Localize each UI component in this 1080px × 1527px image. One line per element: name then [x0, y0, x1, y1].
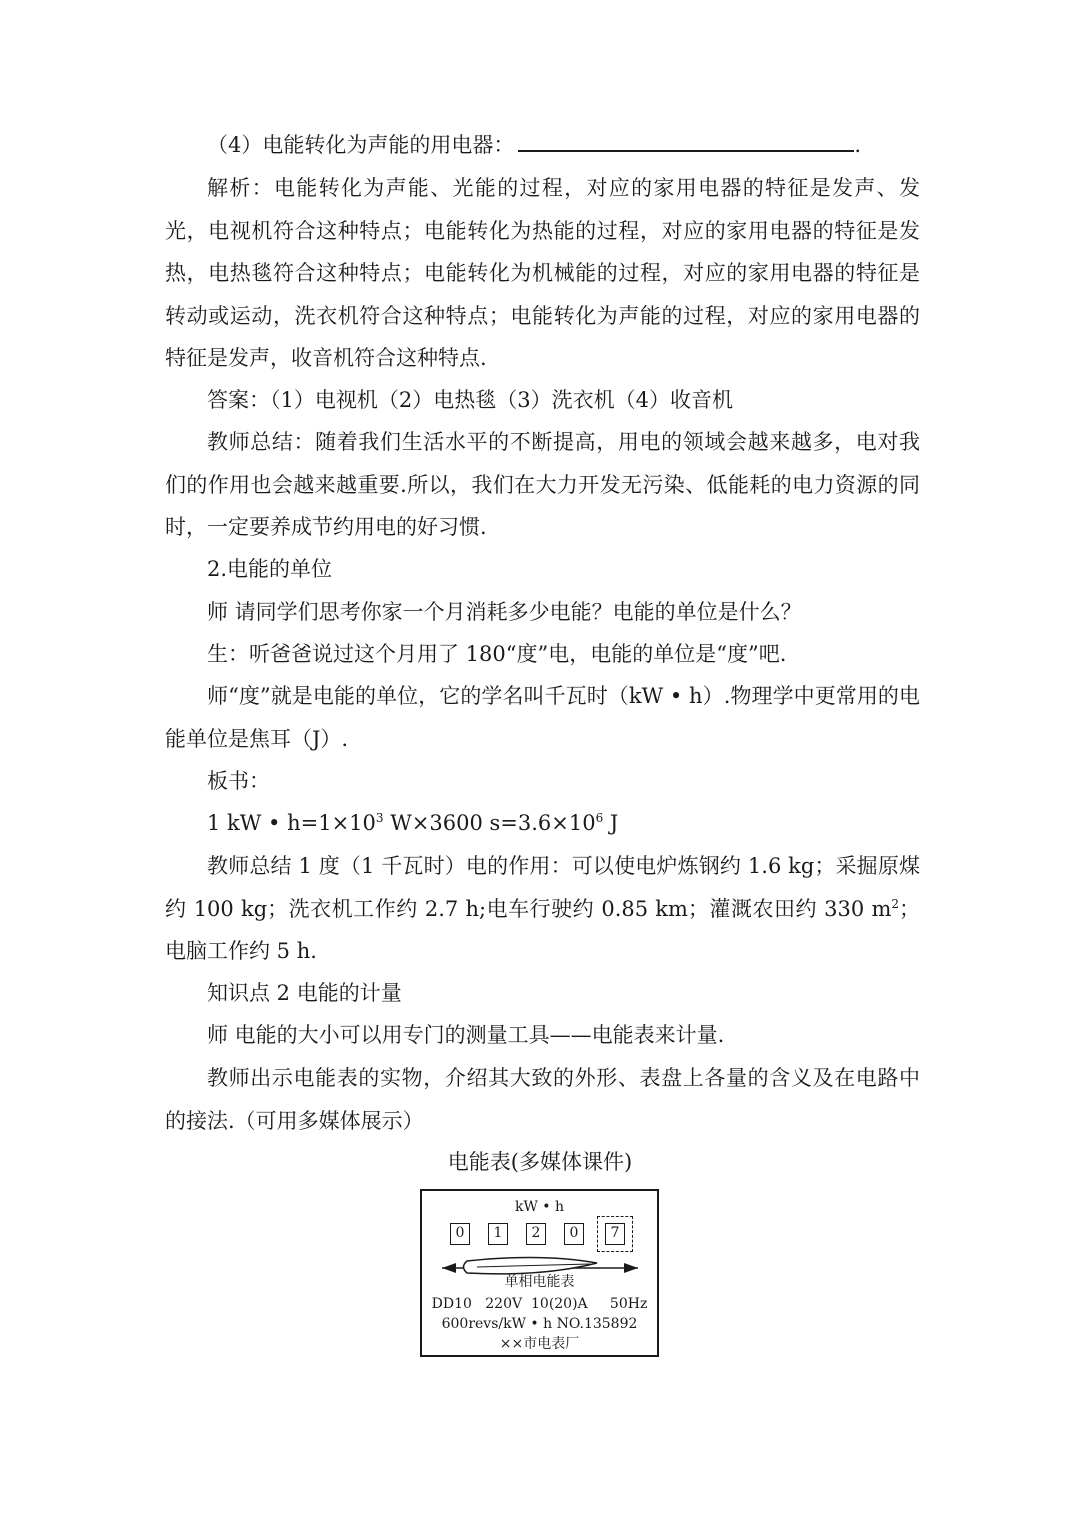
question-4-end: . [854, 133, 862, 157]
figure-caption: 电能表(多媒体课件) [447, 1150, 633, 1174]
teacher-demo-paragraph: 教师出示电能表的实物，介绍其大致的外形、表盘上各量的含义及在电路中的接法.（可用多媒体展示） [165, 1066, 920, 1133]
meter-digit-4: 0 [564, 1223, 584, 1245]
section-heading-energy-unit: 2.电能的单位 [207, 557, 333, 581]
question-4 [165, 124, 920, 167]
teacher-meter-intro: 师 电能的大小可以用专门的测量工具——电能表来计量. [207, 1023, 725, 1047]
formula-exponent-2: 6 [595, 811, 604, 825]
student-answer: 生：听爸爸说过这个月用了 180“度”电，电能的单位是“度”吧. [207, 642, 787, 666]
meter-type-label: 单相电能表 [504, 1274, 575, 1290]
teacher-summary-2 [165, 845, 920, 973]
analysis-paragraph: 解析：电能转化为声能、光能的过程，对应的家用电器的特征是发声、发光，电视机符合这种特点；电能转化为热能的过程，对应的家用电器的特征是发热，电热毯符合这种特点；电能转化为机械能的过程，对应的家用电器的特征是转动或运动，洗衣机符合这种特点；电能转化为声能的过程，对应的家用电器的特征是发声，收音机符合这种特点. [165, 176, 920, 370]
formula-part-3: J [603, 811, 619, 835]
meter-digit-5: 7 [605, 1223, 625, 1245]
meter-unit-label: kW • h [514, 1199, 565, 1215]
meter-digit-3: 2 [526, 1223, 546, 1245]
unit-conversion-formula [165, 802, 920, 845]
teacher-explanation: 师“度”就是电能的单位，它的学名叫千瓦时（kW • h）.物理学中更常用的电能单位是焦耳（J）. [165, 684, 920, 751]
knowledge-point-2-heading: 知识点 2 电能的计量 [207, 981, 402, 1005]
formula-part-1: 1 kW • h=1×10 [207, 811, 376, 835]
blackboard-label: 板书： [207, 769, 270, 793]
answer-paragraph: 答案：（1）电视机（2）电热毯（3）洗衣机（4）收音机 [207, 388, 733, 412]
teacher-summary-1: 教师总结：随着我们生活水平的不断提高，用电的领域会越来越多，电对我们的作用也会越来越重要.所以，我们在大力开发无污染、低能耗的电力资源的同时，一定要养成节约用电的好习惯. [165, 430, 920, 539]
electric-meter-figure [420, 1189, 659, 1357]
summary-2-exponent: 2 [891, 896, 899, 911]
meter-digit-2: 1 [488, 1223, 508, 1245]
summary-2-part-2: ；电脑工作约 5 h. [165, 896, 920, 963]
answer-blank[interactable] [518, 124, 854, 152]
summary-2-part-1: 教师总结 1 度（1 千瓦时）电的作用：可以使电炉炼钢约 1.6 kg；采掘原煤约 100 kg；洗衣机工作约 2.7 h;电车行驶约 0.85 km；灌溉农田约 330 m [165, 854, 920, 921]
question-4-text: （4）电能转化为声能的用电器： [207, 133, 515, 157]
formula-exponent-1: 3 [375, 811, 384, 825]
formula-part-2: W×3600 s=3.6×10 [383, 811, 596, 835]
meter-digit-1: 0 [450, 1223, 470, 1245]
meter-revolution-line: 600revs/kW • h NO.135892 [441, 1316, 638, 1332]
meter-spec-line: DD10 220V 10(20)A 50Hz [431, 1296, 648, 1312]
teacher-question: 师 请同学们思考你家一个月消耗多少电能？电能的单位是什么？ [207, 600, 802, 624]
meter-maker-label: ××市电表厂 [499, 1336, 580, 1352]
